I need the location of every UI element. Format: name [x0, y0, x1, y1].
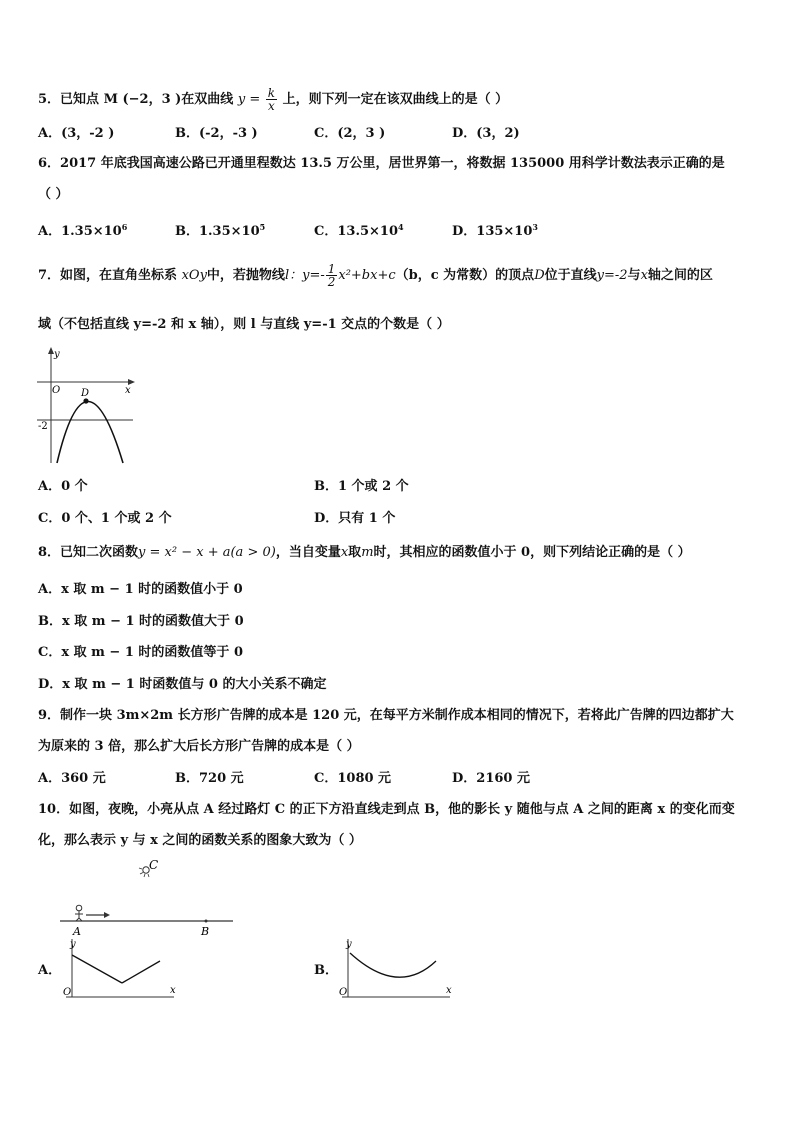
q5-option-d[interactable]: D．(3，2) [452, 126, 520, 141]
q5-option-a[interactable]: A．(3，-2 ) [38, 126, 115, 141]
q8-stem [38, 544, 691, 562]
q9-option-b[interactable]: B．720 元 [175, 771, 244, 786]
q10-label-a: A [73, 925, 81, 937]
q5-frac-num: k [267, 86, 276, 100]
person-icon [76, 905, 82, 911]
q8-option-d[interactable]: D．x 取 m − 1 时函数值与 0 的大小关系不确定 [38, 677, 327, 692]
graph-a-line-up [122, 961, 160, 983]
graph-b-curve [350, 953, 436, 977]
q6-option-d-exp: 3 [532, 222, 538, 232]
q8-text-mid: ，当自变量 [275, 545, 341, 560]
q7-text-mid3: 位于直线 [544, 268, 597, 283]
q8-function: y = x² − x + a(a > 0) [138, 545, 276, 560]
lamp-ray [148, 874, 149, 877]
q6-option-a-label: A．1.35×10 [38, 224, 122, 239]
q7-label-x: x [125, 385, 131, 396]
q7-option-b[interactable]: B．1 个或 2 个 [314, 479, 409, 494]
q7-option-c[interactable]: C．0 个、1 个或 2 个 [38, 511, 172, 526]
q7-label-d: D [81, 388, 90, 399]
q7-text-pre: 7．如图，在直角坐标系 [38, 268, 178, 283]
graph-b-label-x: x [446, 985, 452, 996]
q7-text-mid2: （b，c 为常数）的顶点 [395, 268, 535, 283]
q10-option-a[interactable]: A． [38, 963, 62, 978]
q10-option-b[interactable]: B． [314, 963, 338, 978]
q5-text-pre: 5．已知点 M (−2，3 )在双曲线 [38, 92, 234, 107]
q8-text-pre: 8．已知二次函数 [38, 545, 139, 560]
q7-label-y: y [54, 349, 60, 360]
q6-stem: 6．2017 年底我国高速公路已开通里程数达 13.5 万公里，居世界第一，将数据 135000 用科学计数法表示正确的是 [38, 156, 725, 171]
q5-fraction [266, 87, 277, 112]
q7-figure [35, 345, 140, 467]
lamp-ray [139, 868, 142, 869]
graph-b-label-o: O [339, 987, 348, 998]
q7-l-eq: l：y=- [284, 268, 325, 283]
q6-option-c-exp: 4 [398, 222, 404, 232]
q8-option-c[interactable]: C．x 取 m − 1 时的函数值等于 0 [38, 645, 243, 660]
q7-option-d[interactable]: D．只有 1 个 [314, 511, 396, 526]
q6-option-c[interactable] [314, 218, 404, 241]
q9-option-a[interactable]: A．360 元 [38, 771, 106, 786]
q5-y-eq: y = [237, 92, 261, 107]
q10-stem-line2: 化，那么表示 y 与 x 之间的函数关系的图象大致为（ ） [38, 833, 362, 848]
q10-scene-figure [60, 855, 235, 937]
q9-stem-line1: 9．制作一块 3m×2m 长方形广告牌的成本是 120 元，在每平方米制作成本相同的情况下，若将此广告牌的四边都扩大 [38, 708, 734, 723]
q7-d: D [534, 268, 545, 283]
q5-text-post: 上，则下列一定在该双曲线上的是（ ） [282, 92, 509, 107]
q7-stem-line1 [38, 263, 713, 288]
q5-option-c[interactable]: C．(2，3 ) [314, 126, 386, 141]
q7-vertex-point [83, 398, 88, 403]
lamp-ray [144, 874, 145, 877]
q7-expr: x²+bx+c [338, 268, 396, 283]
q10-option-b-graph[interactable] [336, 935, 456, 1000]
lamp-ray [140, 873, 143, 875]
graph-b-label-y: y [346, 939, 352, 950]
q6-option-a-exp: 6 [121, 222, 128, 232]
q9-stem-line2: 为原来的 3 倍，那么扩大后长方形广告牌的成本是（ ） [38, 739, 360, 754]
q6-option-a[interactable] [38, 218, 127, 241]
q8-text-post: 时，其相应的函数值小于 0，则下列结论正确的是（ ） [373, 545, 691, 560]
q7-y-eq: y=-2 [596, 268, 628, 283]
q7-label-o: O [52, 385, 61, 396]
q6-option-d[interactable] [452, 218, 538, 241]
q7-xoy: xOy [181, 268, 207, 283]
q7-option-a[interactable]: A．0 个 [38, 479, 88, 494]
q7-label-neg2: -2 [38, 421, 48, 432]
q7-stem-line2: 域（不包括直线 y=-2 和 x 轴），则 l 与直线 y=-1 交点的个数是（ ） [38, 317, 450, 332]
q7-fraction [326, 263, 338, 288]
q7-parabola [57, 402, 123, 464]
q9-option-c[interactable]: C．1080 元 [314, 771, 392, 786]
q7-text-mid5: 轴之间的区 [647, 268, 713, 283]
q10-stem-line1: 10．如图，夜晚，小亮从点 A 经过路灯 C 的正下方沿直线走到点 B，他的影长 y 随他与点 A 之间的距离 x 的变化而变 [38, 802, 735, 817]
q8-option-b[interactable]: B．x 取 m − 1 时的函数值大于 0 [38, 614, 244, 629]
q6-paren: （ ） [38, 187, 69, 202]
q6-option-b-exp: 5 [259, 222, 266, 232]
q7-text-mid1: 中，若抛物线 [206, 268, 285, 283]
walk-arrow-head [104, 912, 110, 918]
graph-a-label-x: x [170, 985, 176, 996]
q7-frac-den: 2 [327, 275, 336, 289]
q5-option-b[interactable]: B．(-2，-3 ) [175, 126, 258, 141]
q6-option-b[interactable] [175, 218, 265, 241]
q8-x: x [340, 545, 349, 560]
graph-a-line-down [72, 955, 122, 983]
q8-text-mid2: 取 [348, 545, 362, 560]
q5-stem [38, 87, 508, 112]
q5-frac-den: x [268, 99, 275, 113]
q6-option-b-label: B．1.35×10 [175, 224, 260, 239]
q7-frac-num: 1 [327, 262, 336, 276]
graph-a-label-y: y [70, 939, 76, 950]
q10-option-a-graph[interactable] [60, 935, 180, 1000]
q9-option-d[interactable]: D．2160 元 [452, 771, 530, 786]
q7-text-mid4: 与 [627, 268, 641, 283]
q8-option-a[interactable]: A．x 取 m − 1 时的函数值小于 0 [38, 582, 243, 597]
q6-option-d-label: D．135×10 [452, 224, 533, 239]
q10-label-c: C [149, 858, 159, 872]
q7-x-axis: x [640, 268, 648, 283]
q6-option-c-label: C．13.5×10 [314, 224, 398, 239]
point-b [205, 920, 208, 923]
graph-a-label-o: O [63, 987, 72, 998]
q8-m: m [361, 545, 374, 560]
q10-label-b: B [201, 925, 210, 937]
